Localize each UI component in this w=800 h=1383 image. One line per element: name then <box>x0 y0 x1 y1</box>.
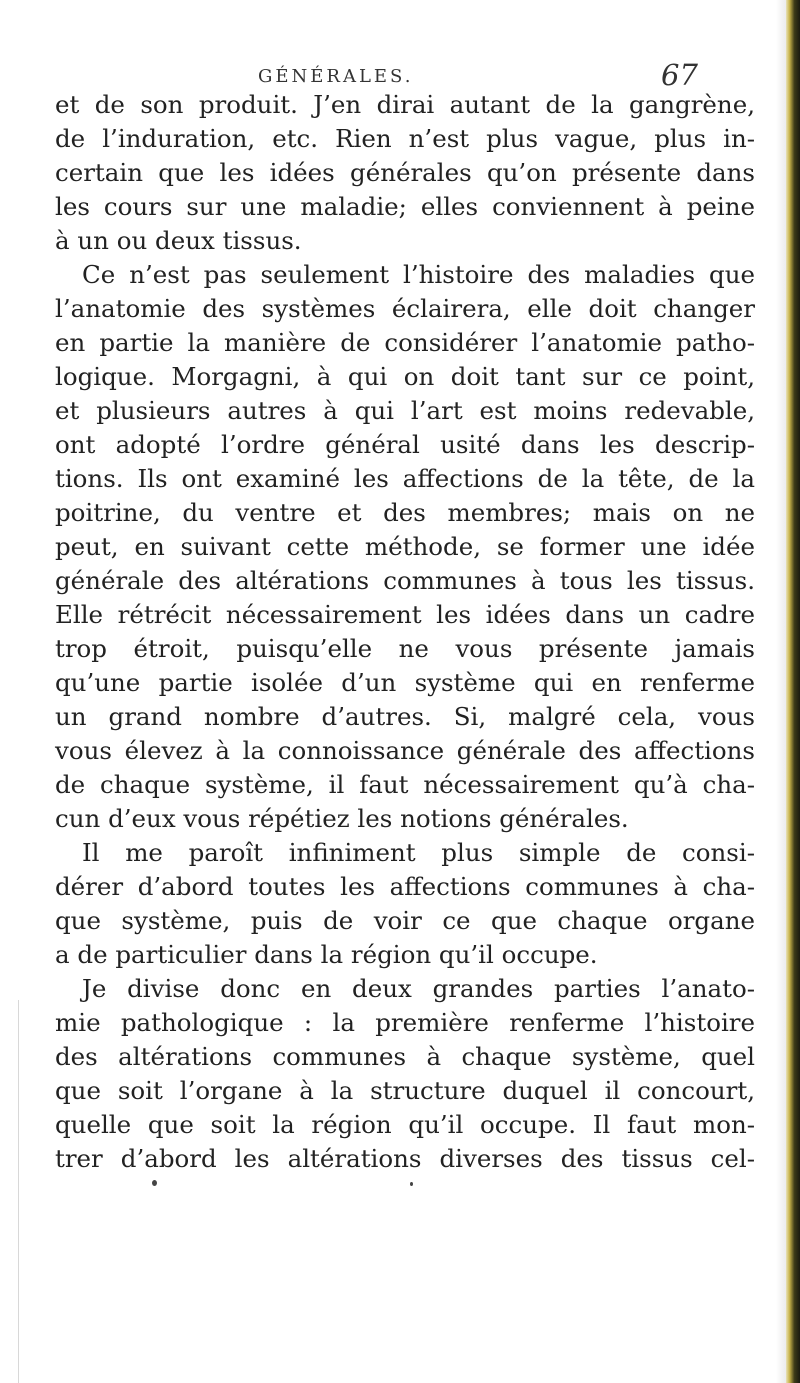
text-line: Il me paroît infiniment plus simple de consi- <box>82 838 755 867</box>
text-line: et de son produit. J’en dirai autant de la gangrène, <box>55 90 755 119</box>
text-line: des altérations communes à chaque système, quel <box>55 1042 755 1071</box>
text-line: logique. Morgagni, à qui on doit tant sur ce point, <box>55 362 755 391</box>
text-line: que soit l’organe à la structure duquel il concourt, <box>55 1076 755 1105</box>
text-line: à un ou deux tissus. <box>55 226 302 255</box>
text-line: poitrine, du ventre et des membres; mais on ne <box>55 498 755 527</box>
text-line: quelle que soit la région qu’il occupe. Il faut mon- <box>55 1110 755 1139</box>
text-line: générale des altérations communes à tous les tissus. <box>55 566 755 595</box>
page-number: 67 <box>661 58 698 92</box>
running-head: GÉNÉRALES. <box>258 66 414 87</box>
text-line: trer d’abord les altérations diverses des tissus cel- <box>55 1144 755 1173</box>
text-line: les cours sur une maladie; elles conviennent à peine <box>55 192 755 221</box>
margin-rule <box>18 1000 19 1383</box>
text-line: ont adopté l’ordre général usité dans les descrip- <box>55 430 755 459</box>
text-line: mie pathologique : la première renferme l’histoire <box>55 1008 755 1037</box>
text-line: Je divise donc en deux grandes parties l’anato- <box>82 974 755 1003</box>
page-edge <box>786 0 800 1383</box>
text-line: trop étroit, puisqu’elle ne vous présente jamais <box>55 634 755 663</box>
text-line: Ce n’est pas seulement l’histoire des maladies que <box>82 260 755 289</box>
text-line: cun d’eux vous répétiez les notions générales. <box>55 804 629 833</box>
text-line: Elle rétrécit nécessairement les idées dans un cadre <box>55 600 755 629</box>
text-line: de l’induration, etc. Rien n’est plus vague, plus in- <box>55 124 755 153</box>
text-line: qu’une partie isolée d’un système qui en renferme <box>55 668 755 697</box>
page-edge-shadow <box>776 0 786 1383</box>
text-line: l’anatomie des systèmes éclairera, elle doit changer <box>55 294 755 323</box>
text-line: de chaque système, il faut nécessairement qu’à cha- <box>55 770 755 799</box>
text-line: vous élevez à la connoissance générale des affections <box>55 736 755 765</box>
text-line: a de particulier dans la région qu’il occupe. <box>55 940 598 969</box>
text-line: en partie la manière de considérer l’anatomie patho- <box>55 328 755 357</box>
text-line: un grand nombre d’autres. Si, malgré cela, vous <box>55 702 755 731</box>
ink-speck <box>152 1180 157 1186</box>
ink-speck <box>410 1182 413 1186</box>
text-line: et plusieurs autres à qui l’art est moins redevable, <box>55 396 755 425</box>
text-line: dérer d’abord toutes les affections communes à cha- <box>55 872 755 901</box>
text-line: peut, en suivant cette méthode, se former une idée <box>55 532 755 561</box>
text-line: certain que les idées générales qu’on présente dans <box>55 158 755 187</box>
text-line: que système, puis de voir ce que chaque organe <box>55 906 755 935</box>
text-line: tions. Ils ont examiné les affections de la tête, de la <box>55 464 755 493</box>
